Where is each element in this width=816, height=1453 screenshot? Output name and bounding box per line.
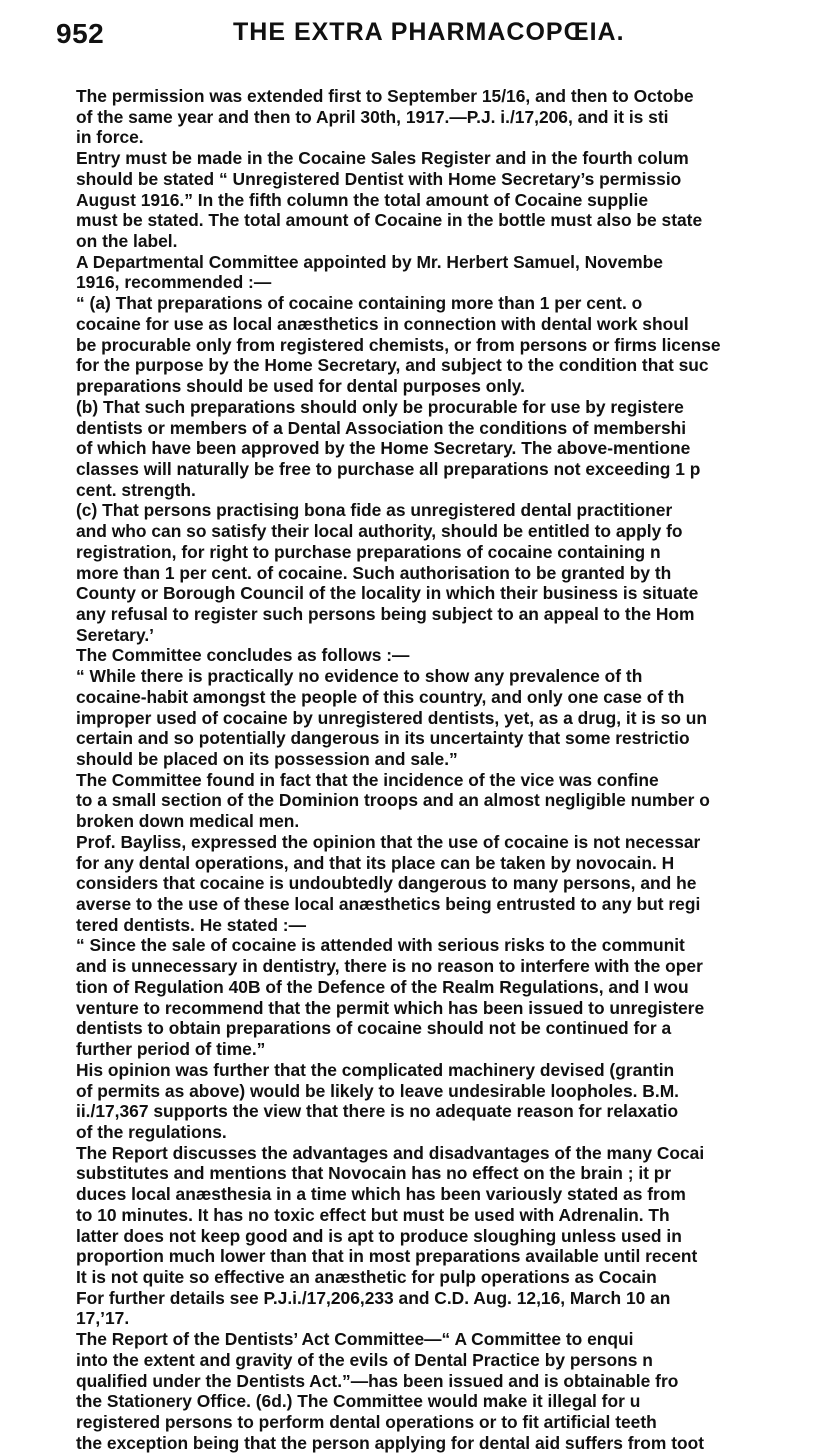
text-line: the Stationery Office. (6d.) The Committee would make it illegal for u	[76, 1391, 641, 1412]
text-line: Seretary.’	[76, 624, 154, 645]
text-line: latter does not keep good and is apt to produce sloughing unless used in	[76, 1225, 682, 1246]
text-line: and is unnecessary in dentistry, there is no reason to interfere with the oper	[76, 956, 703, 977]
text-line: must be stated. The total amount of Cocaine in the bottle must also be state	[76, 210, 703, 231]
text-line: County or Borough Council of the locality in which their business is situate	[76, 583, 699, 604]
text-line: “ Since the sale of cocaine is attended with serious risks to the communit	[76, 935, 685, 956]
text-line: August 1916.” In the fifth column the total amount of Cocaine supplie	[76, 189, 648, 210]
text-line: more than 1 per cent. of cocaine. Such authorisation to be granted by th	[76, 562, 672, 583]
text-line: Entry must be made in the Cocaine Sales Register and in the fourth colum	[76, 148, 689, 169]
text-line: to a small section of the Dominion troops and an almost negligible number o	[76, 790, 710, 811]
text-line: classes will naturally be free to purchase all preparations not exceeding 1 p	[76, 458, 701, 479]
text-line: proportion much lower than that in most preparations available until recent	[76, 1246, 698, 1267]
text-line: cocaine-habit amongst the people of this country, and only one case of th	[76, 686, 685, 707]
text-line: into the extent and gravity of the evils of Dental Practice by persons n	[76, 1349, 653, 1370]
text-line: and who can so satisfy their local authority, should be entitled to apply fo	[76, 521, 683, 542]
text-line: for any dental operations, and that its place can be taken by novocain. H	[76, 852, 675, 873]
page-number: 952	[56, 18, 105, 49]
text-line: dentists or members of a Dental Association the conditions of membershi	[76, 417, 687, 438]
text-line: of the regulations.	[76, 1121, 227, 1142]
text-line: substitutes and mentions that Novocain has no effect on the brain ; it pr	[76, 1163, 672, 1184]
text-line: certain and so potentially dangerous in its uncertainty that some restrictio	[76, 728, 690, 749]
text-line: in force.	[76, 127, 144, 148]
text-line: The Report of the Dentists’ Act Committee—“ A Committee to enqui	[76, 1329, 634, 1350]
text-line: averse to the use of these local anæsthetics being entrusted to any but regi	[76, 894, 701, 915]
text-line: any refusal to register such persons being subject to an appeal to the Hom	[76, 603, 695, 624]
text-line: of which have been approved by the Home Secretary. The above-mentione	[76, 438, 691, 459]
text-line: The Report discusses the advantages and disadvantages of the many Cocai	[76, 1142, 705, 1163]
text-line: considers that cocaine is undoubtedly dangerous to many persons, and he	[76, 873, 697, 894]
text-line: His opinion was further that the complicated machinery devised (grantin	[76, 1059, 675, 1080]
text-line: A Departmental Committee appointed by Mr. Herbert Samuel, Novembe	[76, 251, 663, 272]
text-line: the exception being that the person applying for dental aid suffers from toot	[76, 1432, 705, 1453]
text-line: registered persons to perform dental operations or to fit artificial teeth	[76, 1412, 657, 1432]
text-line: registration, for right to purchase preparations of cocaine containing n	[76, 541, 661, 562]
text-line: “ (a) That preparations of cocaine containing more than 1 per cent. o	[76, 293, 643, 314]
text-line: It is not quite so effective an anæsthetic for pulp operations as Cocain	[76, 1266, 657, 1287]
text-line: “ While there is practically no evidence to show any prevalence of th	[76, 666, 643, 687]
text-line: to 10 minutes. It has no toxic effect but must be used with Adrenalin. Th	[76, 1204, 670, 1225]
running-title: THE EXTRA PHARMACOPŒIA.	[233, 18, 625, 46]
text-line: cocaine for use as local anæsthetics in connection with dental work shoul	[76, 313, 689, 334]
text-line: on the label.	[76, 231, 178, 252]
page-header	[0, 18, 801, 58]
text-line: 17,’17.	[76, 1308, 130, 1329]
text-line: of the same year and then to April 30th, 1917.—P.J. i./17,206, and it is sti	[76, 106, 669, 127]
body-text	[76, 86, 816, 1453]
text-line: cent. strength.	[76, 479, 196, 500]
text-line: (b) That such preparations should only be procurable for use by registere	[76, 396, 684, 417]
text-line: be procurable only from registered chemists, or from persons or firms license	[76, 334, 721, 355]
text-line: preparations should be used for dental purposes only.	[76, 376, 525, 397]
text-line: The Committee concludes as follows :—	[76, 645, 410, 666]
text-line: improper used of cocaine by unregistered dentists, yet, as a drug, it is so un	[76, 707, 708, 728]
text-line: For further details see P.J.i./17,206,233 and C.D. Aug. 12,16, March 10 an	[76, 1287, 671, 1308]
text-line: dentists to obtain preparations of cocaine should not be continued for a	[76, 1018, 672, 1039]
text-line: qualified under the Dentists Act.”—has been issued and is obtainable fro	[76, 1370, 679, 1391]
text-line: duces local anæsthesia in a time which has been variously stated as from	[76, 1184, 686, 1205]
text-line: of permits as above) would be likely to leave undesirable loopholes. B.M.	[76, 1080, 680, 1101]
text-line: tered dentists. He stated :—	[76, 914, 306, 935]
text-line: 1916, recommended :—	[76, 272, 272, 293]
text-line: The Committee found in fact that the incidence of the vice was confine	[76, 769, 659, 790]
text-line: for the purpose by the Home Secretary, and subject to the condition that suc	[76, 355, 709, 376]
text-line: should be placed on its possession and sale.”	[76, 749, 458, 769]
text-line: venture to recommend that the permit which has been issued to unregistere	[76, 997, 705, 1018]
text-line: broken down medical men.	[76, 811, 300, 832]
text-line: further period of time.”	[76, 1039, 266, 1060]
text-line: should be stated “ Unregistered Dentist with Home Secretary’s permissio	[76, 168, 682, 189]
text-line: (c) That persons practising bona fide as unregistered dental practitioner	[76, 500, 673, 521]
text-line: Prof. Bayliss, expressed the opinion that the use of cocaine is not necessar	[76, 831, 701, 852]
text-line: tion of Regulation 40B of the Defence of the Realm Regulations, and I wou	[76, 976, 689, 997]
text-line: The permission was extended first to September 15/16, and then to Octobe	[76, 86, 694, 106]
text-line: ii./17,367 supports the view that there is no adequate reason for relaxatio	[76, 1101, 679, 1122]
